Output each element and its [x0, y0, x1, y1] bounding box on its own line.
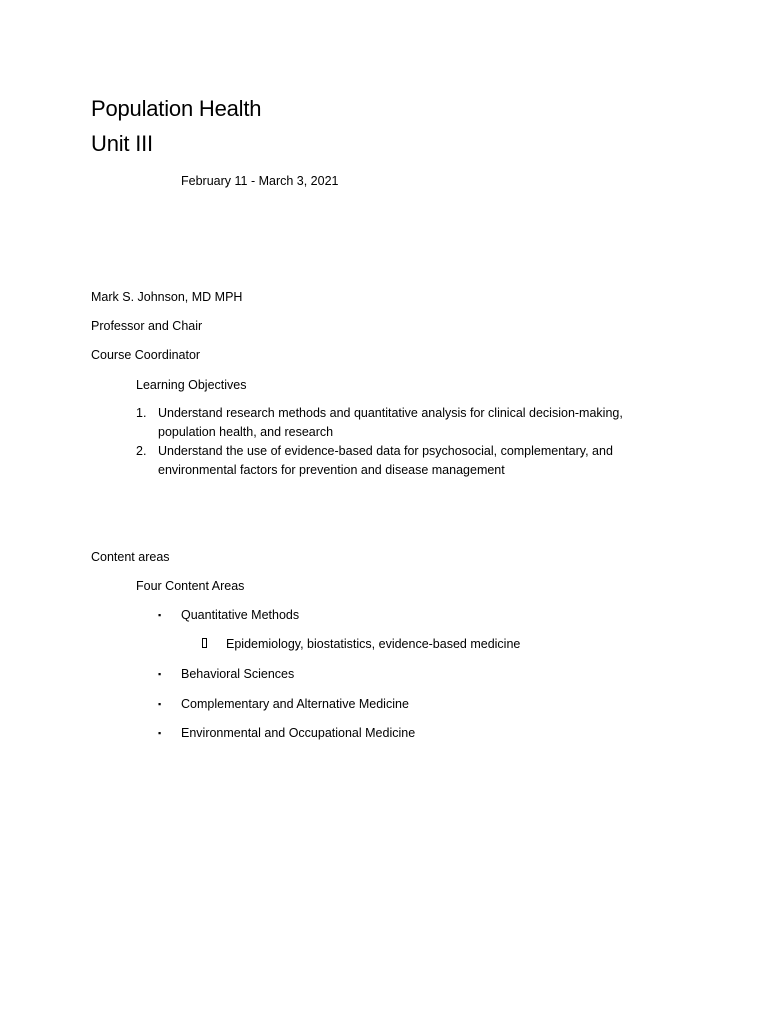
content-area-label: Behavioral Sciences	[181, 667, 295, 681]
author-role: Course Coordinator	[91, 348, 201, 362]
date-range: February 11 - March 3, 2021	[181, 174, 339, 188]
objective-number: 1.	[136, 406, 147, 420]
content-area-label: Quantitative Methods	[181, 608, 300, 622]
author-name: Mark S. Johnson, MD MPH	[91, 290, 243, 304]
bullet-icon: ▪	[158, 669, 162, 679]
document-subtitle: Unit III	[91, 131, 153, 156]
objective-text: Understand research methods and quantitative analysis for clinical decision-making, population health, and research	[158, 406, 623, 439]
missing-glyph-box-icon	[202, 638, 207, 648]
author-title: Professor and Chair	[91, 319, 203, 333]
learning-objectives-heading: Learning Objectives	[136, 378, 247, 392]
content-area-label: Complementary and Alternative Medicine	[181, 697, 409, 711]
content-areas-heading: Content areas	[91, 550, 170, 564]
content-area-label: Environmental and Occupational Medicine	[181, 726, 416, 740]
objective-number: 2.	[136, 444, 147, 458]
document-title: Population Health	[91, 96, 262, 121]
four-content-areas-heading: Four Content Areas	[136, 579, 245, 593]
bullet-icon: ▪	[158, 610, 162, 620]
objective-text: Understand the use of evidence-based data for psychosocial, complementary, and environmental factors for prevention and disease management	[158, 444, 613, 477]
content-area-sublabel: Epidemiology, biostatistics, evidence-based medicine	[226, 637, 521, 651]
bullet-icon: ▪	[158, 728, 162, 738]
bullet-icon: ▪	[158, 699, 162, 709]
